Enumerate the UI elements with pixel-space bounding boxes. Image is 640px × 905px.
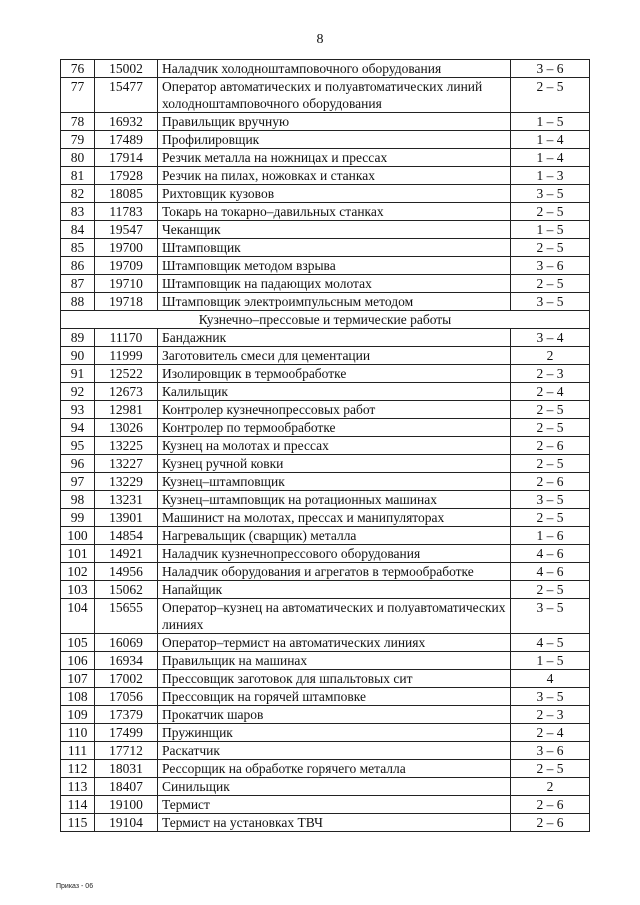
row-number: 85 — [61, 239, 95, 257]
profession-title: Оператор–кузнец на автоматических и полуавтоматических линиях — [158, 599, 511, 634]
profession-title: Штамповщик электроимпульсным методом — [158, 293, 511, 311]
profession-title: Правильщик вручную — [158, 113, 511, 131]
grade-range: 2 – 5 — [511, 203, 590, 221]
grade-range: 1 – 4 — [511, 131, 590, 149]
grade-range: 3 – 5 — [511, 185, 590, 203]
table-row — [61, 724, 590, 742]
profession-title: Кузнец–штамповщик на ротационных машинах — [158, 491, 511, 509]
profession-code: 13231 — [95, 491, 158, 509]
table-row — [61, 185, 590, 203]
profession-title: Напайщик — [158, 581, 511, 599]
table-row — [61, 239, 590, 257]
profession-title: Профилировщик — [158, 131, 511, 149]
profession-code: 18031 — [95, 760, 158, 778]
table-row — [61, 473, 590, 491]
row-number: 91 — [61, 365, 95, 383]
table-row — [61, 509, 590, 527]
row-number: 102 — [61, 563, 95, 581]
profession-code: 15062 — [95, 581, 158, 599]
grade-range: 3 – 6 — [511, 742, 590, 760]
profession-title: Кузнец ручной ковки — [158, 455, 511, 473]
profession-code: 15655 — [95, 599, 158, 634]
profession-code: 17056 — [95, 688, 158, 706]
table-row — [61, 275, 590, 293]
profession-code: 11783 — [95, 203, 158, 221]
table-row — [61, 149, 590, 167]
profession-title: Штамповщик на падающих молотах — [158, 275, 511, 293]
table-row — [61, 634, 590, 652]
profession-code: 17712 — [95, 742, 158, 760]
profession-title: Рессорщик на обработке горячего металла — [158, 760, 511, 778]
profession-title: Правильщик на машинах — [158, 652, 511, 670]
row-number: 87 — [61, 275, 95, 293]
profession-code: 15002 — [95, 60, 158, 78]
table-row — [61, 706, 590, 724]
profession-code: 17002 — [95, 670, 158, 688]
table-row — [61, 778, 590, 796]
table-row — [61, 257, 590, 275]
profession-code: 17928 — [95, 167, 158, 185]
grade-range: 1 – 5 — [511, 113, 590, 131]
profession-title: Наладчик кузнечнопрессового оборудования — [158, 545, 511, 563]
profession-code: 14921 — [95, 545, 158, 563]
profession-code: 13225 — [95, 437, 158, 455]
footer-note: Приказ - 06 — [56, 883, 94, 890]
row-number: 104 — [61, 599, 95, 634]
profession-title: Машинист на молотах, прессах и манипуляторах — [158, 509, 511, 527]
profession-code: 11170 — [95, 329, 158, 347]
table-row — [61, 401, 590, 419]
row-number: 98 — [61, 491, 95, 509]
profession-title: Раскатчик — [158, 742, 511, 760]
profession-code: 13229 — [95, 473, 158, 491]
table-row — [61, 60, 590, 78]
grade-range: 2 – 5 — [511, 455, 590, 473]
table-row — [61, 113, 590, 131]
row-number: 95 — [61, 437, 95, 455]
row-number: 103 — [61, 581, 95, 599]
table-row — [61, 437, 590, 455]
grade-range: 2 – 5 — [511, 275, 590, 293]
table-row — [61, 599, 590, 634]
row-number: 83 — [61, 203, 95, 221]
row-number: 109 — [61, 706, 95, 724]
row-number: 97 — [61, 473, 95, 491]
grade-range: 2 – 4 — [511, 724, 590, 742]
profession-title: Кузнец–штамповщик — [158, 473, 511, 491]
grade-range: 2 – 3 — [511, 365, 590, 383]
profession-title: Чеканщик — [158, 221, 511, 239]
table-row — [61, 563, 590, 581]
table-row — [61, 688, 590, 706]
table-body — [61, 60, 590, 832]
grade-range: 3 – 6 — [511, 60, 590, 78]
row-number: 100 — [61, 527, 95, 545]
table-row — [61, 742, 590, 760]
profession-code: 16932 — [95, 113, 158, 131]
profession-title: Оператор–термист на автоматических линиях — [158, 634, 511, 652]
profession-title: Бандажник — [158, 329, 511, 347]
grade-range: 2 — [511, 347, 590, 365]
profession-code: 14956 — [95, 563, 158, 581]
row-number: 78 — [61, 113, 95, 131]
table-row — [61, 527, 590, 545]
row-number: 105 — [61, 634, 95, 652]
profession-code: 11999 — [95, 347, 158, 365]
profession-title: Токарь на токарно–давильных станках — [158, 203, 511, 221]
grade-range: 3 – 5 — [511, 599, 590, 634]
grade-range: 2 – 4 — [511, 383, 590, 401]
profession-title: Наладчик холодноштамповочного оборудования — [158, 60, 511, 78]
row-number: 86 — [61, 257, 95, 275]
profession-title: Рихтовщик кузовов — [158, 185, 511, 203]
grade-range: 1 – 5 — [511, 652, 590, 670]
table-row — [61, 203, 590, 221]
table-row — [61, 491, 590, 509]
table-row — [61, 293, 590, 311]
page-number: 8 — [316, 32, 324, 47]
row-number: 76 — [61, 60, 95, 78]
row-number: 80 — [61, 149, 95, 167]
row-number: 110 — [61, 724, 95, 742]
profession-title: Штамповщик — [158, 239, 511, 257]
row-number: 101 — [61, 545, 95, 563]
grade-range: 2 – 6 — [511, 796, 590, 814]
profession-code: 13026 — [95, 419, 158, 437]
row-number: 93 — [61, 401, 95, 419]
profession-title: Прессовщик заготовок для шпальтовых сит — [158, 670, 511, 688]
profession-code: 12673 — [95, 383, 158, 401]
profession-code: 12981 — [95, 401, 158, 419]
row-number: 81 — [61, 167, 95, 185]
table-row — [61, 383, 590, 401]
table-row — [61, 760, 590, 778]
row-number: 108 — [61, 688, 95, 706]
grade-range: 2 – 5 — [511, 419, 590, 437]
row-number: 115 — [61, 814, 95, 832]
profession-code: 19700 — [95, 239, 158, 257]
grade-range: 2 – 5 — [511, 78, 590, 113]
profession-code: 18407 — [95, 778, 158, 796]
profession-title: Термист на установках ТВЧ — [158, 814, 511, 832]
grade-range: 1 – 4 — [511, 149, 590, 167]
profession-code: 19718 — [95, 293, 158, 311]
grade-range: 2 – 6 — [511, 437, 590, 455]
row-number: 77 — [61, 78, 95, 113]
profession-title: Пружинщик — [158, 724, 511, 742]
row-number: 107 — [61, 670, 95, 688]
section-title: Кузнечно–прессовые и термические работы — [61, 311, 590, 329]
profession-code: 19709 — [95, 257, 158, 275]
profession-code: 19104 — [95, 814, 158, 832]
profession-title: Изолировщик в термообработке — [158, 365, 511, 383]
grade-range: 4 — [511, 670, 590, 688]
table-row — [61, 329, 590, 347]
grade-range: 1 – 6 — [511, 527, 590, 545]
profession-title: Контролер кузнечнопрессовых работ — [158, 401, 511, 419]
grade-range: 4 – 6 — [511, 545, 590, 563]
grade-range: 3 – 6 — [511, 257, 590, 275]
profession-title: Контролер по термообработке — [158, 419, 511, 437]
table-row — [61, 365, 590, 383]
table-row — [61, 652, 590, 670]
grade-range: 2 – 6 — [511, 473, 590, 491]
profession-code: 17499 — [95, 724, 158, 742]
grade-range: 3 – 5 — [511, 688, 590, 706]
profession-title: Калильщик — [158, 383, 511, 401]
profession-title: Нагревальщик (сварщик) металла — [158, 527, 511, 545]
profession-title: Штамповщик методом взрыва — [158, 257, 511, 275]
profession-code: 17379 — [95, 706, 158, 724]
profession-code: 16934 — [95, 652, 158, 670]
table-row — [61, 814, 590, 832]
profession-code: 19710 — [95, 275, 158, 293]
row-number: 111 — [61, 742, 95, 760]
grade-range: 1 – 5 — [511, 221, 590, 239]
row-number: 84 — [61, 221, 95, 239]
profession-title: Заготовитель смеси для цементации — [158, 347, 511, 365]
row-number: 96 — [61, 455, 95, 473]
table-row — [61, 670, 590, 688]
table-row — [61, 167, 590, 185]
table-row — [61, 581, 590, 599]
profession-title: Наладчик оборудования и агрегатов в термообработке — [158, 563, 511, 581]
grade-range: 2 – 6 — [511, 814, 590, 832]
profession-code: 12522 — [95, 365, 158, 383]
row-number: 88 — [61, 293, 95, 311]
row-number: 79 — [61, 131, 95, 149]
profession-title: Синильщик — [158, 778, 511, 796]
profession-title: Прессовщик на горячей штамповке — [158, 688, 511, 706]
table-row — [61, 131, 590, 149]
grade-range: 2 – 5 — [511, 239, 590, 257]
row-number: 114 — [61, 796, 95, 814]
row-number: 113 — [61, 778, 95, 796]
table-row — [61, 419, 590, 437]
profession-title: Резчик на пилах, ножовках и станках — [158, 167, 511, 185]
profession-title: Резчик металла на ножницах и прессах — [158, 149, 511, 167]
profession-code: 15477 — [95, 78, 158, 113]
section-header-row — [61, 311, 590, 329]
grade-range: 3 – 4 — [511, 329, 590, 347]
table-row — [61, 796, 590, 814]
grade-range: 4 – 5 — [511, 634, 590, 652]
table-row — [61, 221, 590, 239]
row-number: 94 — [61, 419, 95, 437]
row-number: 82 — [61, 185, 95, 203]
grade-range: 2 – 5 — [511, 581, 590, 599]
profession-code: 14854 — [95, 527, 158, 545]
table-row — [61, 545, 590, 563]
profession-title: Кузнец на молотах и прессах — [158, 437, 511, 455]
grade-range: 2 – 3 — [511, 706, 590, 724]
row-number: 90 — [61, 347, 95, 365]
row-number: 106 — [61, 652, 95, 670]
grade-range: 2 – 5 — [511, 509, 590, 527]
row-number: 112 — [61, 760, 95, 778]
profession-table — [60, 59, 590, 832]
profession-code: 13227 — [95, 455, 158, 473]
profession-code: 19100 — [95, 796, 158, 814]
table-row — [61, 347, 590, 365]
profession-title: Термист — [158, 796, 511, 814]
profession-code: 18085 — [95, 185, 158, 203]
profession-code: 19547 — [95, 221, 158, 239]
row-number: 92 — [61, 383, 95, 401]
grade-range: 3 – 5 — [511, 293, 590, 311]
profession-code: 16069 — [95, 634, 158, 652]
profession-title: Прокатчик шаров — [158, 706, 511, 724]
grade-range: 1 – 3 — [511, 167, 590, 185]
profession-code: 13901 — [95, 509, 158, 527]
grade-range: 2 — [511, 778, 590, 796]
grade-range: 3 – 5 — [511, 491, 590, 509]
profession-code: 17489 — [95, 131, 158, 149]
table-row — [61, 78, 590, 113]
row-number: 89 — [61, 329, 95, 347]
profession-title: Оператор автоматических и полуавтоматических линий холодноштамповочного оборудования — [158, 78, 511, 113]
table-row — [61, 455, 590, 473]
grade-range: 4 – 6 — [511, 563, 590, 581]
grade-range: 2 – 5 — [511, 760, 590, 778]
grade-range: 2 – 5 — [511, 401, 590, 419]
profession-code: 17914 — [95, 149, 158, 167]
row-number: 99 — [61, 509, 95, 527]
